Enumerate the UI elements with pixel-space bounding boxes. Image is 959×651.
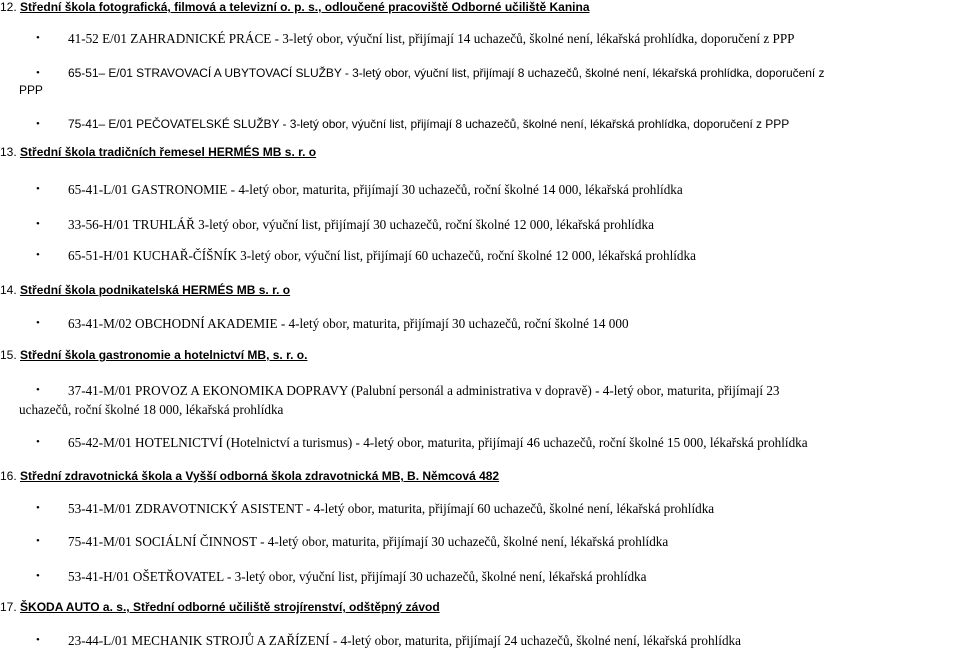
school-number: 15. [0,348,17,362]
program-item [0,630,959,651]
program-text: 41-52 E/01 ZAHRADNICKÉ PRÁCE - 3-letý obor, výuční list, přijímají 14 uchazečů, školné není, lékařská prohlídka, doporučení z PPP [68,31,795,46]
school-number: 13. [0,145,17,159]
bullet-icon: • [36,32,40,44]
school-heading-16 [0,469,499,483]
program-item [0,114,959,135]
program-text: PPP [19,83,43,97]
program-text: 33-56-H/01 TRUHLÁŘ 3-letý obor, výuční list, přijímají 30 uchazečů, roční školné 12 000, lékařská prohlídka [68,217,654,232]
program-item [0,214,959,235]
bullet-icon: • [36,436,40,448]
program-item [0,245,959,266]
program-text-continuation [0,399,959,420]
school-name: Střední škola gastronomie a hotelnictví MB, s. r. o. [20,348,308,362]
program-text: 23-44-L/01 MECHANIK STROJŮ A ZAŘÍZENÍ - 4-letý obor, maturita, přijímají 24 uchazečů, školné není, lékařská prohlídka [68,633,741,648]
program-text: 65-42-M/01 HOTELNICTVÍ (Hotelnictví a turismus) - 4-letý obor, maturita, přijímají 46 uchazečů, roční školné 15 000, lékařská prohlídka [68,435,808,450]
program-text: uchazečů, roční školné 18 000, lékařská prohlídka [19,402,284,417]
bullet-icon: • [36,183,40,195]
program-item [0,531,959,552]
program-item [0,432,959,453]
program-text: 63-41-M/02 OBCHODNÍ AKADEMIE - 4-letý obor, maturita, přijímají 30 uchazečů, roční školné 14 000 [68,316,629,331]
bullet-icon: • [36,249,40,261]
program-text: 53-41-M/01 ZDRAVOTNICKÝ ASISTENT - 4-letý obor, maturita, přijímají 60 uchazečů, školné není, lékařská prohlídka [68,501,715,516]
school-heading-14 [0,283,290,297]
bullet-icon: • [36,502,40,514]
bullet-icon: • [36,570,40,582]
program-item [0,380,959,401]
program-text: 75-41-M/01 SOCIÁLNÍ ČINNOST - 4-letý obor, maturita, přijímají 30 uchazečů, školné není, lékařská prohlídka [68,534,669,549]
bullet-icon: • [36,317,40,329]
program-item [0,566,959,587]
program-item [0,179,959,200]
school-number: 16. [0,469,17,483]
program-text: 65-41-L/01 GASTRONOMIE - 4-letý obor, maturita, přijímají 30 uchazečů, roční školné 14 000, lékařská prohlídka [68,182,683,197]
school-heading-12 [0,0,590,14]
school-heading-17 [0,600,440,614]
school-name: Střední škola podnikatelská HERMÉS MB s. r. o [20,283,291,297]
program-text-continuation [0,80,959,101]
program-item [0,313,959,334]
program-text: 53-41-H/01 OŠETŘOVATEL - 3-letý obor, výuční list, přijímají 30 uchazečů, školné není, lékařská prohlídka [68,569,647,584]
bullet-icon: • [36,218,40,230]
school-number: 17. [0,600,17,614]
bullet-icon: • [36,67,40,79]
school-heading-15 [0,348,307,362]
bullet-icon: • [36,384,40,396]
program-text: 65-51-H/01 KUCHAŘ-ČÍŠNÍK 3-letý obor, výuční list, přijímají 60 uchazečů, roční školné 12 000, lékařská prohlídka [68,248,696,263]
program-text: 75-41– E/01 PEČOVATELSKÉ SLUŽBY - 3-letý obor, výuční list, přijímají 8 uchazečů, školné není, lékařská prohlídka, doporučení z PPP [68,117,790,131]
school-number: 12. [0,0,17,14]
school-name: ŠKODA AUTO a. s., Střední odborné učiliště strojírenství, odštěpný závod [20,600,440,614]
school-heading-13 [0,145,316,159]
program-text: 37-41-M/01 PROVOZ A EKONOMIKA DOPRAVY (Palubní personál a administrativa v dopravě) - 4-letý obor, maturita, přijímají 23 [68,383,780,398]
bullet-icon: • [36,118,40,130]
bullet-icon: • [36,634,40,646]
school-number: 14. [0,283,17,297]
school-name: Střední škola tradičních řemesel HERMÉS MB s. r. o [20,145,317,159]
school-name: Střední zdravotnická škola a Vyšší odborná škola zdravotnická MB, B. Němcová 482 [20,469,500,483]
program-item [0,28,959,49]
program-text: 65-51– E/01 STRAVOVACÍ A UBYTOVACÍ SLUŽBY - 3-letý obor, výuční list, přijímají 8 uchazečů, školné není, lékařská prohlídka, doporučení z [68,66,825,80]
bullet-icon: • [36,535,40,547]
program-item [0,498,959,519]
school-name: Střední škola fotografická, filmová a televizní o. p. s., odloučené pracoviště Odborné učiliště Kanina [20,0,590,14]
